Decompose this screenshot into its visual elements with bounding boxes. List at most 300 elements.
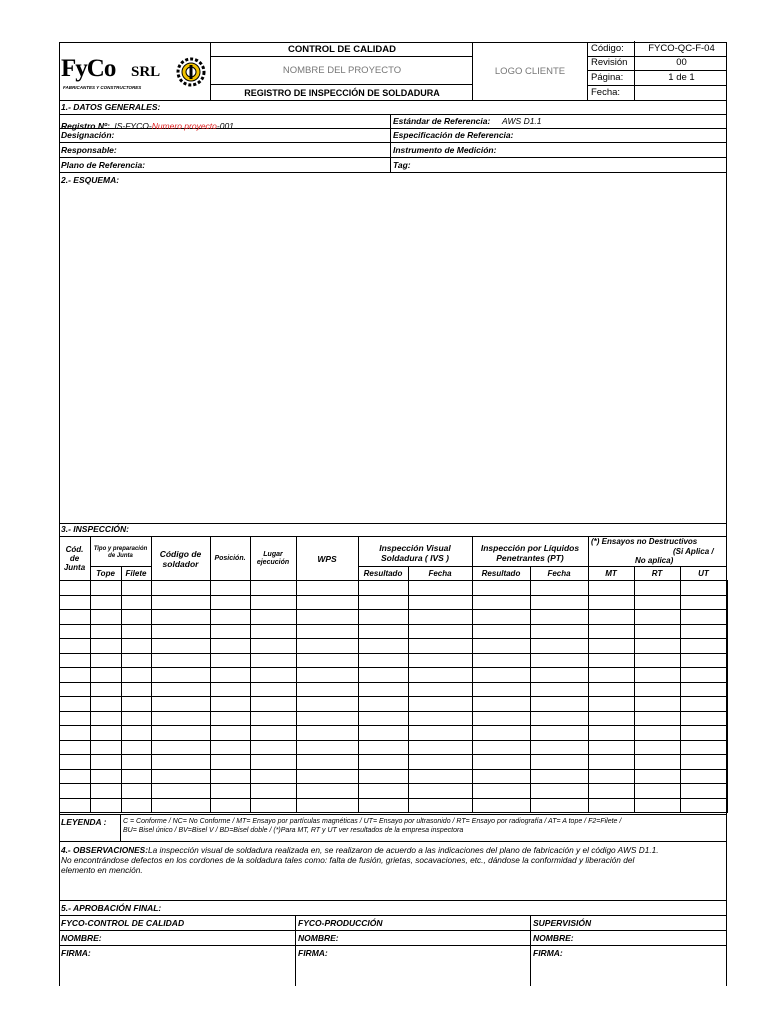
table-cell[interactable] bbox=[297, 610, 359, 625]
table-cell[interactable] bbox=[409, 610, 473, 625]
table-cell[interactable] bbox=[531, 581, 589, 596]
table-cell[interactable] bbox=[91, 740, 122, 755]
table-cell[interactable] bbox=[531, 769, 589, 784]
table-cell[interactable] bbox=[60, 581, 91, 596]
table-cell[interactable] bbox=[60, 682, 91, 697]
table-cell[interactable] bbox=[297, 581, 359, 596]
table-cell[interactable] bbox=[91, 668, 122, 683]
table-cell[interactable] bbox=[635, 624, 681, 639]
col-pt-resultado: Resultado bbox=[481, 568, 521, 578]
estandar-label: Estándar de Referencia: bbox=[393, 116, 491, 126]
table-cell[interactable] bbox=[359, 653, 409, 668]
table-cell[interactable] bbox=[681, 784, 728, 799]
table-cell[interactable] bbox=[122, 711, 152, 726]
col-ivs: Inspección Visual Soldadura ( IVS ) bbox=[379, 542, 451, 563]
table-cell[interactable] bbox=[409, 711, 473, 726]
table-cell[interactable] bbox=[211, 581, 251, 596]
table-cell[interactable] bbox=[359, 581, 409, 596]
section-title-1: 1.- DATOS GENERALES: bbox=[61, 102, 161, 112]
registro-project[interactable]: Numero proyecto bbox=[151, 121, 217, 131]
tag-label: Tag: bbox=[393, 160, 411, 170]
table-cell[interactable] bbox=[60, 711, 91, 726]
firma-field-supervision[interactable]: FIRMA: bbox=[533, 948, 563, 958]
form-title: REGISTRO DE INSPECCIÓN DE SOLDADURA bbox=[244, 88, 440, 98]
approval-col-supervision: SUPERVISIÓN bbox=[533, 918, 592, 928]
table-cell[interactable] bbox=[589, 624, 635, 639]
plano-label: Plano de Referencia: bbox=[61, 160, 146, 170]
table-cell[interactable] bbox=[91, 610, 122, 625]
especificacion-label: Especificación de Referencia: bbox=[393, 130, 514, 140]
table-cell[interactable] bbox=[297, 668, 359, 683]
table-cell[interactable] bbox=[359, 740, 409, 755]
table-cell[interactable] bbox=[152, 740, 211, 755]
col-pt-fecha: Fecha bbox=[547, 568, 571, 578]
leyenda bbox=[59, 814, 727, 842]
table-cell[interactable] bbox=[60, 595, 91, 610]
table-cell[interactable] bbox=[211, 740, 251, 755]
table-cell[interactable] bbox=[152, 595, 211, 610]
table-cell[interactable] bbox=[152, 668, 211, 683]
table-cell[interactable] bbox=[152, 798, 211, 813]
table-cell[interactable] bbox=[635, 755, 681, 770]
registro-suffix: -001 bbox=[216, 121, 234, 131]
table-cell[interactable] bbox=[122, 595, 152, 610]
table-cell[interactable] bbox=[152, 755, 211, 770]
table-cell[interactable] bbox=[473, 755, 531, 770]
table-cell[interactable] bbox=[91, 581, 122, 596]
table-cell[interactable] bbox=[681, 682, 728, 697]
table-cell[interactable] bbox=[531, 682, 589, 697]
table-cell[interactable] bbox=[681, 595, 728, 610]
table-cell[interactable] bbox=[681, 769, 728, 784]
table-cell[interactable] bbox=[531, 697, 589, 712]
table-cell[interactable] bbox=[251, 610, 297, 625]
table-cell[interactable] bbox=[589, 668, 635, 683]
table-cell[interactable] bbox=[589, 740, 635, 755]
table-row bbox=[60, 755, 728, 770]
table-cell[interactable] bbox=[297, 711, 359, 726]
table-cell[interactable] bbox=[91, 726, 122, 741]
table-cell[interactable] bbox=[681, 726, 728, 741]
table-cell[interactable] bbox=[635, 668, 681, 683]
table-cell[interactable] bbox=[531, 711, 589, 726]
table-cell[interactable] bbox=[531, 798, 589, 813]
col-tipo-junta: Tipo y preparación de Junta bbox=[93, 546, 148, 559]
table-cell[interactable] bbox=[681, 610, 728, 625]
observaciones-line-2: No encontrándose defectos en los cordones de la soldadura tales como: falta de fusión, grietas, socavaciones, etc., dándose la conformidad y liberación del bbox=[61, 855, 635, 865]
table-cell[interactable] bbox=[152, 697, 211, 712]
table-cell[interactable] bbox=[91, 769, 122, 784]
table-cell[interactable] bbox=[473, 610, 531, 625]
company-name: FyCo bbox=[61, 55, 116, 82]
table-cell[interactable] bbox=[531, 595, 589, 610]
table-cell[interactable] bbox=[681, 624, 728, 639]
table-cell[interactable] bbox=[409, 682, 473, 697]
table-cell[interactable] bbox=[409, 595, 473, 610]
table-cell[interactable] bbox=[91, 755, 122, 770]
table-cell[interactable] bbox=[681, 668, 728, 683]
table-cell[interactable] bbox=[589, 726, 635, 741]
table-cell[interactable] bbox=[60, 740, 91, 755]
table-cell[interactable] bbox=[409, 668, 473, 683]
table-cell[interactable] bbox=[409, 624, 473, 639]
table-cell[interactable] bbox=[531, 726, 589, 741]
table-cell[interactable] bbox=[297, 595, 359, 610]
table-cell[interactable] bbox=[635, 610, 681, 625]
col-codigo-soldador: Código de soldador bbox=[159, 548, 202, 569]
table-cell[interactable] bbox=[473, 595, 531, 610]
table-cell[interactable] bbox=[91, 595, 122, 610]
table-cell[interactable] bbox=[211, 755, 251, 770]
nombre-field-calidad[interactable]: NOMBRE: bbox=[61, 933, 102, 943]
table-cell[interactable] bbox=[122, 682, 152, 697]
col-wps: WPS bbox=[317, 553, 337, 564]
table-cell[interactable] bbox=[359, 711, 409, 726]
section-esquema[interactable] bbox=[59, 173, 727, 524]
table-row bbox=[60, 740, 728, 755]
table-cell[interactable] bbox=[635, 769, 681, 784]
table-row bbox=[60, 697, 728, 712]
table-cell[interactable] bbox=[681, 798, 728, 813]
table-cell[interactable] bbox=[122, 798, 152, 813]
table-row bbox=[60, 595, 728, 610]
table-cell[interactable] bbox=[251, 769, 297, 784]
table-cell[interactable] bbox=[473, 697, 531, 712]
table-cell[interactable] bbox=[211, 610, 251, 625]
table-cell[interactable] bbox=[473, 726, 531, 741]
table-cell[interactable] bbox=[473, 624, 531, 639]
table-cell[interactable] bbox=[409, 740, 473, 755]
nombre-field-produccion[interactable]: NOMBRE: bbox=[298, 933, 339, 943]
col-end-title: (*) Ensayos no Destructivos bbox=[591, 537, 698, 546]
table-cell[interactable] bbox=[152, 610, 211, 625]
table-cell[interactable] bbox=[589, 784, 635, 799]
table-cell[interactable] bbox=[635, 653, 681, 668]
table-cell[interactable] bbox=[297, 682, 359, 697]
leyenda-label: LEYENDA : bbox=[61, 817, 107, 827]
table-cell[interactable] bbox=[60, 653, 91, 668]
table-cell[interactable] bbox=[211, 639, 251, 654]
col-filete: Filete bbox=[125, 568, 147, 578]
table-cell[interactable] bbox=[211, 595, 251, 610]
meta-row-pagina: Página: 1 de 1 bbox=[588, 71, 727, 86]
section-aprobacion bbox=[59, 901, 727, 916]
table-cell[interactable] bbox=[473, 798, 531, 813]
table-cell[interactable] bbox=[91, 653, 122, 668]
table-cell[interactable] bbox=[91, 639, 122, 654]
gear-logo-icon bbox=[175, 56, 207, 88]
table-cell[interactable] bbox=[635, 682, 681, 697]
table-cell[interactable] bbox=[297, 653, 359, 668]
table-cell[interactable] bbox=[297, 639, 359, 654]
table-row bbox=[60, 581, 728, 596]
table-cell[interactable] bbox=[251, 697, 297, 712]
table-cell[interactable] bbox=[60, 726, 91, 741]
table-row bbox=[60, 682, 728, 697]
table-cell[interactable] bbox=[91, 798, 122, 813]
table-cell[interactable] bbox=[297, 798, 359, 813]
table-cell[interactable] bbox=[409, 769, 473, 784]
table-cell[interactable] bbox=[635, 784, 681, 799]
table-cell[interactable] bbox=[473, 668, 531, 683]
table-cell[interactable] bbox=[60, 610, 91, 625]
inspection-header bbox=[59, 537, 727, 580]
table-row bbox=[60, 711, 728, 726]
table-cell[interactable] bbox=[635, 697, 681, 712]
col-posicion: Posición. bbox=[214, 555, 246, 562]
table-cell[interactable] bbox=[211, 798, 251, 813]
firma-field-calidad[interactable]: FIRMA: bbox=[61, 948, 91, 958]
table-cell[interactable] bbox=[589, 595, 635, 610]
col-tope: Tope bbox=[96, 568, 115, 578]
designacion-label: Designación: bbox=[61, 130, 115, 140]
table-cell[interactable] bbox=[152, 682, 211, 697]
table-cell[interactable] bbox=[409, 653, 473, 668]
table-cell[interactable] bbox=[473, 740, 531, 755]
nombre-field-supervision[interactable]: NOMBRE: bbox=[533, 933, 574, 943]
table-cell[interactable] bbox=[531, 784, 589, 799]
table-cell[interactable] bbox=[60, 784, 91, 799]
table-cell[interactable] bbox=[297, 726, 359, 741]
table-cell[interactable] bbox=[152, 624, 211, 639]
responsable-label: Responsable: bbox=[61, 145, 117, 155]
table-row bbox=[60, 784, 728, 799]
table-cell[interactable] bbox=[589, 697, 635, 712]
table-cell[interactable] bbox=[409, 697, 473, 712]
table-cell[interactable] bbox=[681, 740, 728, 755]
table-cell[interactable] bbox=[531, 639, 589, 654]
table-cell[interactable] bbox=[152, 769, 211, 784]
table-cell[interactable] bbox=[60, 639, 91, 654]
estandar-value[interactable]: AWS D1.1 bbox=[502, 116, 542, 126]
table-cell[interactable] bbox=[122, 784, 152, 799]
table-cell[interactable] bbox=[60, 769, 91, 784]
table-cell[interactable] bbox=[211, 711, 251, 726]
table-cell[interactable] bbox=[681, 653, 728, 668]
table-cell[interactable] bbox=[409, 581, 473, 596]
table-cell[interactable] bbox=[211, 682, 251, 697]
table-cell[interactable] bbox=[531, 610, 589, 625]
table-row bbox=[60, 798, 728, 813]
row-registro bbox=[59, 115, 727, 129]
table-cell[interactable] bbox=[409, 798, 473, 813]
table-cell[interactable] bbox=[297, 697, 359, 712]
table-cell[interactable] bbox=[251, 624, 297, 639]
table-cell[interactable] bbox=[359, 726, 409, 741]
table-cell[interactable] bbox=[91, 711, 122, 726]
col-lugar-ejecucion: Lugar ejecución bbox=[256, 550, 290, 566]
table-cell[interactable] bbox=[251, 755, 297, 770]
table-cell[interactable] bbox=[152, 653, 211, 668]
section-inspeccion bbox=[59, 524, 727, 537]
table-cell[interactable] bbox=[122, 740, 152, 755]
table-cell[interactable] bbox=[359, 755, 409, 770]
table-cell[interactable] bbox=[359, 798, 409, 813]
table-cell[interactable] bbox=[359, 624, 409, 639]
table-cell[interactable] bbox=[122, 610, 152, 625]
table-cell[interactable] bbox=[635, 711, 681, 726]
table-cell[interactable] bbox=[359, 639, 409, 654]
table-cell[interactable] bbox=[359, 610, 409, 625]
section-observaciones[interactable] bbox=[59, 842, 727, 901]
table-cell[interactable] bbox=[60, 798, 91, 813]
table-cell[interactable] bbox=[91, 682, 122, 697]
meta-row-fecha: Fecha: bbox=[588, 86, 727, 101]
table-cell[interactable] bbox=[122, 639, 152, 654]
table-cell[interactable] bbox=[152, 784, 211, 799]
table-row bbox=[60, 653, 728, 668]
approval-col-produccion: FYCO-PRODUCCIÓN bbox=[298, 918, 383, 928]
table-cell[interactable] bbox=[531, 740, 589, 755]
table-cell[interactable] bbox=[635, 581, 681, 596]
table-cell[interactable] bbox=[359, 769, 409, 784]
table-cell[interactable] bbox=[122, 726, 152, 741]
table-cell[interactable] bbox=[473, 581, 531, 596]
registro-label: Registro Nº: bbox=[61, 121, 110, 131]
meta-row-revision: Revisión 00 bbox=[588, 57, 727, 71]
table-cell[interactable] bbox=[251, 726, 297, 741]
col-end-noaplica: No aplica) bbox=[635, 556, 674, 565]
table-cell[interactable] bbox=[635, 595, 681, 610]
table-cell[interactable] bbox=[122, 668, 152, 683]
table-cell[interactable] bbox=[473, 653, 531, 668]
table-cell[interactable] bbox=[60, 755, 91, 770]
table-cell[interactable] bbox=[297, 769, 359, 784]
table-cell[interactable] bbox=[409, 639, 473, 654]
col-rt: RT bbox=[651, 568, 663, 578]
table-cell[interactable] bbox=[251, 740, 297, 755]
row-designacion bbox=[59, 129, 727, 143]
instrumento-label: Instrumento de Medición: bbox=[393, 145, 497, 155]
table-cell[interactable] bbox=[589, 610, 635, 625]
table-row bbox=[60, 668, 728, 683]
table-cell[interactable] bbox=[531, 668, 589, 683]
table-cell[interactable] bbox=[589, 653, 635, 668]
table-cell[interactable] bbox=[473, 784, 531, 799]
table-cell[interactable] bbox=[359, 682, 409, 697]
section-title-2: 2.- ESQUEMA: bbox=[61, 175, 120, 185]
table-cell[interactable] bbox=[681, 711, 728, 726]
table-cell[interactable] bbox=[359, 668, 409, 683]
table-cell[interactable] bbox=[60, 624, 91, 639]
table-cell[interactable] bbox=[409, 726, 473, 741]
table-cell[interactable] bbox=[152, 581, 211, 596]
table-cell[interactable] bbox=[635, 726, 681, 741]
table-cell[interactable] bbox=[60, 668, 91, 683]
table-cell[interactable] bbox=[531, 624, 589, 639]
table-cell[interactable] bbox=[251, 668, 297, 683]
table-cell[interactable] bbox=[91, 784, 122, 799]
table-cell[interactable] bbox=[681, 697, 728, 712]
company-suffix: SRL bbox=[131, 64, 161, 80]
table-cell[interactable] bbox=[589, 798, 635, 813]
observaciones-label: 4.- OBSERVACIONES: bbox=[61, 845, 148, 855]
col-pt: Inspección por Líquidos Penetrantes (PT) bbox=[480, 542, 580, 563]
table-cell[interactable] bbox=[531, 653, 589, 668]
table-row bbox=[60, 726, 728, 741]
leyenda-line-1: C = Conforme / NC= No Conforme / MT= Ensayo por partículas magnéticas / UT= Ensayo por ultrasonido / RT= Ensayo por radiografía / AT= A tope / F2=Filete / bbox=[123, 818, 622, 825]
table-cell[interactable] bbox=[473, 769, 531, 784]
table-cell[interactable] bbox=[589, 639, 635, 654]
table-cell[interactable] bbox=[211, 653, 251, 668]
col-ut: UT bbox=[698, 568, 709, 578]
table-cell[interactable] bbox=[122, 755, 152, 770]
table-cell[interactable] bbox=[91, 697, 122, 712]
table-cell[interactable] bbox=[589, 682, 635, 697]
table-cell[interactable] bbox=[409, 755, 473, 770]
table-cell[interactable] bbox=[251, 595, 297, 610]
col-ivs-resultado: Resultado bbox=[363, 568, 403, 578]
table-cell[interactable] bbox=[473, 682, 531, 697]
table-cell[interactable] bbox=[297, 740, 359, 755]
table-cell[interactable] bbox=[211, 726, 251, 741]
table-cell[interactable] bbox=[473, 711, 531, 726]
table-cell[interactable] bbox=[122, 581, 152, 596]
table-cell[interactable] bbox=[211, 784, 251, 799]
table-cell[interactable] bbox=[589, 769, 635, 784]
table-cell[interactable] bbox=[297, 624, 359, 639]
table-row bbox=[60, 624, 728, 639]
table-cell[interactable] bbox=[60, 697, 91, 712]
table-cell[interactable] bbox=[251, 784, 297, 799]
col-cod-junta: Cód. de Junta bbox=[63, 545, 86, 572]
table-cell[interactable] bbox=[122, 697, 152, 712]
table-cell[interactable] bbox=[359, 697, 409, 712]
table-cell[interactable] bbox=[122, 769, 152, 784]
table-cell[interactable] bbox=[251, 581, 297, 596]
table-cell[interactable] bbox=[531, 755, 589, 770]
table-cell[interactable] bbox=[251, 682, 297, 697]
table-cell[interactable] bbox=[211, 624, 251, 639]
table-cell[interactable] bbox=[589, 711, 635, 726]
table-cell[interactable] bbox=[681, 639, 728, 654]
table-cell[interactable] bbox=[211, 697, 251, 712]
table-cell[interactable] bbox=[211, 668, 251, 683]
table-cell[interactable] bbox=[681, 581, 728, 596]
table-cell[interactable] bbox=[251, 711, 297, 726]
table-cell[interactable] bbox=[152, 726, 211, 741]
table-cell[interactable] bbox=[589, 755, 635, 770]
section-title-5: 5.- APROBACIÓN FINAL: bbox=[61, 903, 162, 913]
table-cell[interactable] bbox=[122, 624, 152, 639]
table-cell[interactable] bbox=[297, 755, 359, 770]
observaciones-line-1: La inspección visual de soldadura realizada en, se realizaron de acuerdo a las indicaciones del plano de fabricación y el código AWS D1.1. bbox=[147, 845, 659, 855]
table-cell[interactable] bbox=[473, 639, 531, 654]
table-cell[interactable] bbox=[635, 639, 681, 654]
table-cell[interactable] bbox=[409, 784, 473, 799]
table-cell[interactable] bbox=[635, 740, 681, 755]
table-cell[interactable] bbox=[589, 581, 635, 596]
table-cell[interactable] bbox=[91, 624, 122, 639]
observaciones-line-3: elemento en mención. bbox=[61, 865, 143, 875]
table-cell[interactable] bbox=[297, 784, 359, 799]
firma-field-produccion[interactable]: FIRMA: bbox=[298, 948, 328, 958]
table-cell[interactable] bbox=[152, 639, 211, 654]
table-cell[interactable] bbox=[635, 798, 681, 813]
table-cell[interactable] bbox=[359, 595, 409, 610]
table-cell[interactable] bbox=[152, 711, 211, 726]
meta-row-codigo: Código: FYCO-QC-F-04 bbox=[588, 42, 727, 57]
table-cell[interactable] bbox=[359, 784, 409, 799]
col-end-aplica: (Si Aplica / bbox=[673, 547, 714, 556]
table-cell[interactable] bbox=[251, 639, 297, 654]
table-cell[interactable] bbox=[251, 798, 297, 813]
table-cell[interactable] bbox=[251, 653, 297, 668]
col-mt: MT bbox=[605, 568, 617, 578]
table-cell[interactable] bbox=[681, 755, 728, 770]
table-cell[interactable] bbox=[211, 769, 251, 784]
table-cell[interactable] bbox=[122, 653, 152, 668]
